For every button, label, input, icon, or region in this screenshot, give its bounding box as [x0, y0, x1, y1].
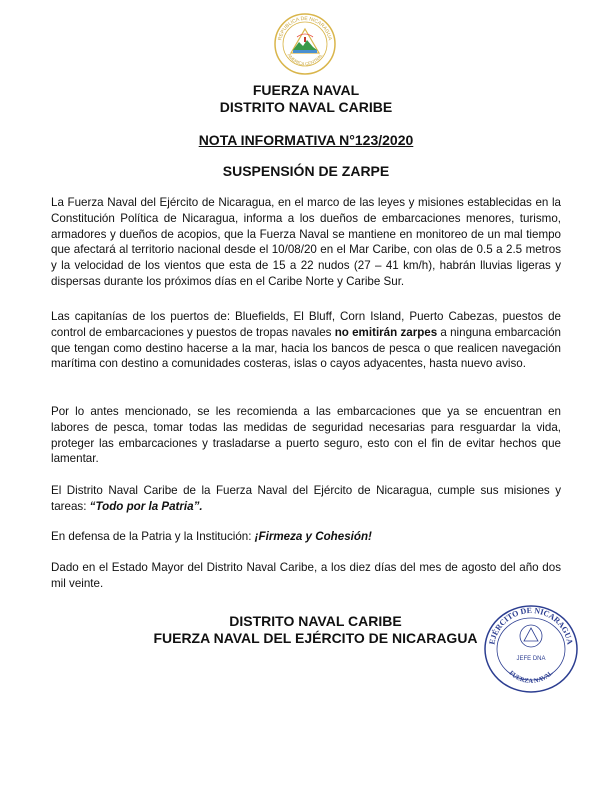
paragraph-3: Por lo antes mencionado, se les recomienda a las embarcaciones que ya se encuentran en labores de pesca, tomar todas las medidas de seguridad necesarias para resguardar la vida, proteger las embarcaciones y trasladarse a puerto seguro, esto con el fin de evitar hechos que lamentar.	[51, 405, 561, 466]
header-line-2: DISTRITO NAVAL CARIBE	[219, 99, 393, 115]
signature-line-1: DISTRITO NAVAL CARIBE	[229, 613, 402, 629]
header-line-1: FUERZA NAVAL	[252, 82, 360, 98]
paragraph-2-text-c: a ninguna embarcación que tengan como destino hacerse a la mar, hacia los bancos de pesca o que realicen navegación marítima con destino a comunidades costeras, islas o cayos adyacentes, hasta nuevo aviso.	[51, 325, 561, 371]
motto: “Todo por la Patria”.	[89, 499, 203, 513]
slogan: ¡Firmeza y Cohesión!	[254, 530, 372, 543]
paragraph-4-text: El Distrito Naval Caribe de la Fuerza Naval del Ejército de Nicaragua, cumple sus misiones y tareas:	[51, 484, 561, 513]
official-stamp-icon	[482, 604, 580, 694]
paragraph-2-text-a: Las capitanías de los puertos de: Bluefields, El Bluff, Corn Island, Puerto Cabezas, puestos de control de embarcaciones y puestos de tropas navales	[51, 310, 561, 339]
paragraph-5-text: En defensa de la Patria y la Institución:	[51, 530, 255, 543]
coat-of-arms-icon	[273, 12, 337, 76]
paragraph-1: La Fuerza Naval del Ejército de Nicaragua, en el marco de las leyes y misiones establecidas en la Constitución Política de Nicaragua, informa a los dueños de embarcaciones menores, turismo, armadores y dueños de acopios, que la Fuerza Naval se mantiene en monitoreo de un mal tiempo que afectará al territorio nacional desde el 10/08/20 en el Mar Caribe, con olas de 0.5 a 2.5 metros y la velocidad de los vientos que esta de 15 a 22 nudos (27 – 41 km/h), habrán lluvias ligeras y dispersas durante los próximos días en el Caribe Norte y Caribe Sur.	[51, 196, 561, 288]
paragraph-4	[51, 483, 561, 515]
document-subject: SUSPENSIÓN DE ZARPE	[222, 163, 390, 179]
seal-top-bottom-text: AMERICA CENTRAL	[286, 52, 324, 67]
stamp-bottom-text: FUERZA NAVAL	[507, 669, 555, 685]
paragraph-2	[51, 309, 561, 372]
paragraph-6: Dado en el Estado Mayor del Distrito Naval Caribe, a los diez días del mes de agosto del año dos mil veinte.	[51, 561, 561, 590]
document-number: NOTA INFORMATIVA N°123/2020	[198, 132, 414, 148]
stamp-arc-text: EJÉRCITO DE NICARAGUA	[487, 605, 575, 646]
signature-line-2: FUERZA NAVAL DEL EJÉRCITO DE NICARAGUA	[153, 630, 478, 646]
stamp-inner-text: JEFE DNA	[516, 656, 546, 662]
paragraph-5	[51, 529, 561, 545]
seal-top-arc-text: REPUBLICA DE NICARAGUA	[277, 15, 333, 41]
paragraph-2-emphasis: no emitirán zarpes	[334, 325, 438, 339]
